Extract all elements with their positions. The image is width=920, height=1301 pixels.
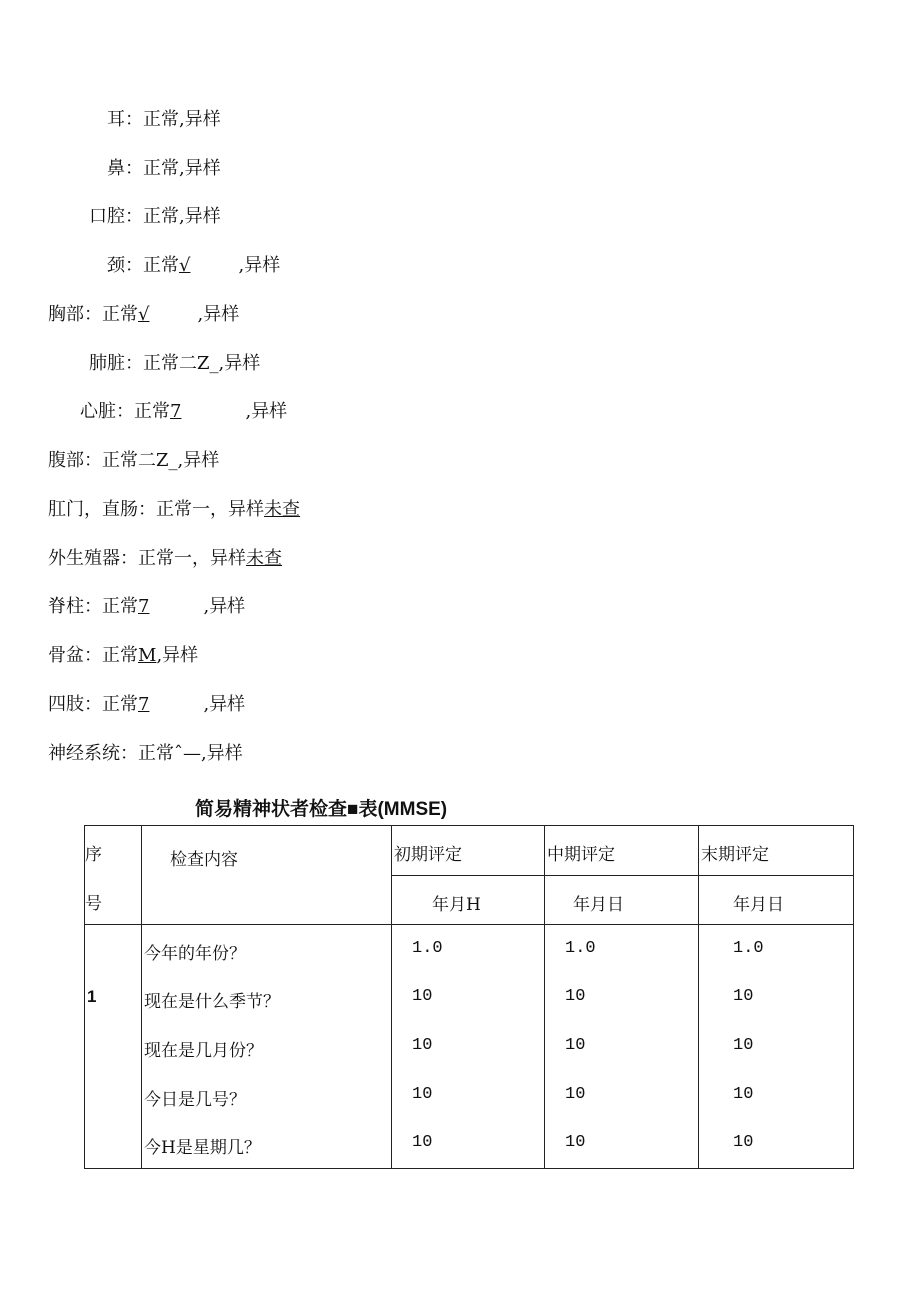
exam-line-pelvis: 骨盆：正常M,异样 [48,645,199,666]
score-middle-month: 10 [565,1036,586,1055]
questions-cell [142,925,392,1169]
final-header-cell [699,826,854,876]
score-middle-weekday: 10 [565,1133,586,1152]
exam-line-mouth: 口腔：正常,异样 [89,206,221,227]
question-date: 今日是几号？ [144,1090,246,1110]
middle-scores-cell [545,925,699,1169]
date-initial-cell [392,876,545,925]
group-number: 1 [87,987,97,1006]
mmse-table-title: 简易精神状者检查■表(MMSE) [195,799,448,820]
date-middle-cell [545,876,699,925]
score-final-month: 10 [733,1036,754,1055]
date-final: 年月日 [733,895,784,915]
middle-header: 中期评定 [547,845,615,865]
score-initial-weekday: 10 [412,1133,433,1152]
exam-line-heart: 心脏：正常7 ,异样 [80,401,288,422]
seq-header-cell [85,826,142,925]
group-number-cell [85,925,142,1169]
score-final-weekday: 10 [733,1133,754,1152]
date-initial: 年月H [432,895,481,915]
check-mark: √ [179,255,191,276]
date-middle: 年月日 [573,895,624,915]
question-month: 现在是几月份？ [144,1041,263,1061]
content-header-cell [142,826,392,925]
initial-scores-cell [392,925,545,1169]
score-initial-month: 10 [412,1036,433,1055]
exam-line-chest: 胸部：正常√ ,异样 [48,304,240,325]
score-middle-season: 10 [565,987,586,1006]
exam-line-limbs: 四肢：正常7 ,异样 [48,694,246,715]
score-initial-year: 1.0 [412,939,443,958]
score-middle-date: 10 [565,1085,586,1104]
check-mark: √ [138,304,150,325]
question-weekday: 今H是星期几？ [144,1138,261,1158]
exam-line-anus-rectum: 肛门，直肠：正常一，异样未查 [48,499,300,520]
exam-line-neck: 颈：正常√ ,异样 [107,255,281,276]
exam-line-lungs: 肺脏：正常二Z_,异样 [89,353,261,374]
initial-header-cell [392,826,545,876]
exam-line-genitals: 外生殖器：正常一，异样未查 [48,548,282,569]
mmse-table [84,825,854,1169]
score-final-season: 10 [733,987,754,1006]
score-final-date: 10 [733,1085,754,1104]
score-initial-season: 10 [412,987,433,1006]
middle-header-cell [545,826,699,876]
content-header: 检查内容 [170,850,238,870]
exam-line-abdomen: 腹部：正常二Z_,异样 [48,450,220,471]
date-final-cell [699,876,854,925]
exam-line-ear: 耳：正常,异样 [107,109,221,130]
score-initial-date: 10 [412,1085,433,1104]
exam-line-nervous-system: 神经系统：正常ˆ—,异样 [48,743,243,764]
exam-line-nose: 鼻：正常,异样 [107,158,221,179]
final-scores-cell [699,925,854,1169]
question-season: 现在是什么季节？ [144,992,280,1012]
final-header: 末期评定 [701,845,769,865]
score-middle-year: 1.0 [565,939,596,958]
score-final-year: 1.0 [733,939,764,958]
question-year: 今年的年份？ [144,944,246,964]
initial-header: 初期评定 [394,845,462,865]
seq-header-bottom: 号 [85,894,102,914]
exam-line-spine: 脊柱：正常7 ,异样 [48,596,246,617]
seq-header-top: 序 [85,845,102,865]
